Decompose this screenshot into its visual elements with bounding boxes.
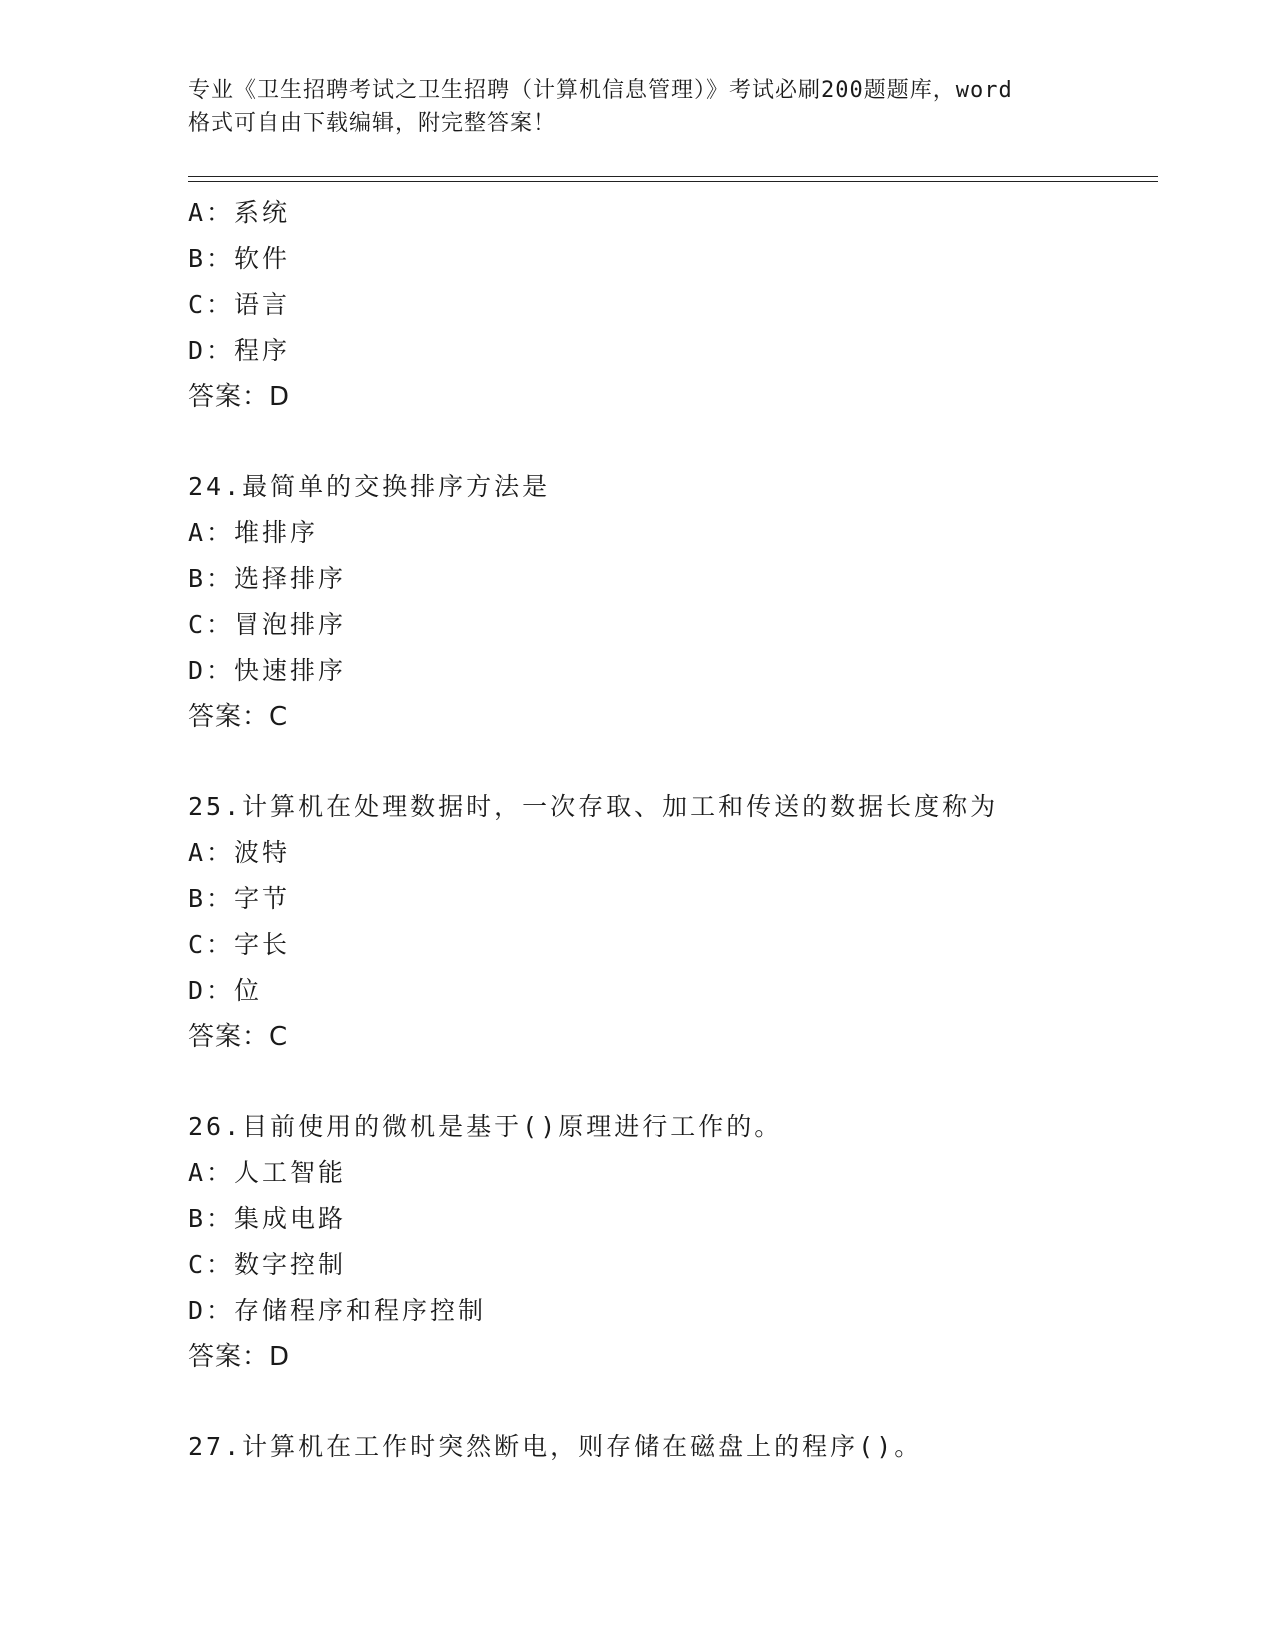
option-a: A：人工智能 xyxy=(188,1158,347,1187)
spacer xyxy=(188,420,1158,464)
option-a: A：波特 xyxy=(188,838,291,867)
option-d: D：程序 xyxy=(188,336,291,365)
answer: 答案：D xyxy=(188,1342,291,1372)
answer: 答案：D xyxy=(188,382,291,412)
question-26 xyxy=(188,1104,1158,1380)
option-c: C：数字控制 xyxy=(188,1250,347,1279)
question-stem: 27.计算机在工作时突然断电，则存储在磁盘上的程序()。 xyxy=(188,1432,923,1461)
option-a: A：堆排序 xyxy=(188,518,319,547)
question-23-continued xyxy=(188,190,1158,420)
question-stem: 26.目前使用的微机是基于()原理进行工作的。 xyxy=(188,1112,783,1141)
option-d: D：存储程序和程序控制 xyxy=(188,1296,487,1325)
option-b: B：选择排序 xyxy=(188,564,347,593)
document-header xyxy=(188,74,1088,140)
option-a: A：系统 xyxy=(188,198,291,227)
header-line-2: 格式可自由下载编辑，附完整答案！ xyxy=(188,111,557,136)
option-c: C：冒泡排序 xyxy=(188,610,347,639)
option-c: C：语言 xyxy=(188,290,291,319)
option-d: D：位 xyxy=(188,976,263,1005)
spacer xyxy=(188,740,1158,784)
question-25 xyxy=(188,784,1158,1060)
answer: 答案：C xyxy=(188,702,289,732)
question-stem: 24.最简单的交换排序方法是 xyxy=(188,472,551,501)
option-b: B：软件 xyxy=(188,244,291,273)
option-c: C：字长 xyxy=(188,930,291,959)
header-divider-top xyxy=(188,176,1158,177)
question-24 xyxy=(188,464,1158,740)
option-d: D：快速排序 xyxy=(188,656,347,685)
header-line-1: 专业《卫生招聘考试之卫生招聘（计算机信息管理）》考试必刷200题题库，word xyxy=(188,78,1013,103)
header-divider-bottom xyxy=(188,181,1158,182)
spacer xyxy=(188,1060,1158,1104)
option-b: B：集成电路 xyxy=(188,1204,347,1233)
option-b: B：字节 xyxy=(188,884,291,913)
spacer xyxy=(188,1380,1158,1424)
question-stem: 25.计算机在处理数据时，一次存取、加工和传送的数据长度称为 xyxy=(188,792,999,821)
question-27 xyxy=(188,1424,1158,1470)
question-list xyxy=(188,190,1158,1470)
answer: 答案：C xyxy=(188,1022,289,1052)
